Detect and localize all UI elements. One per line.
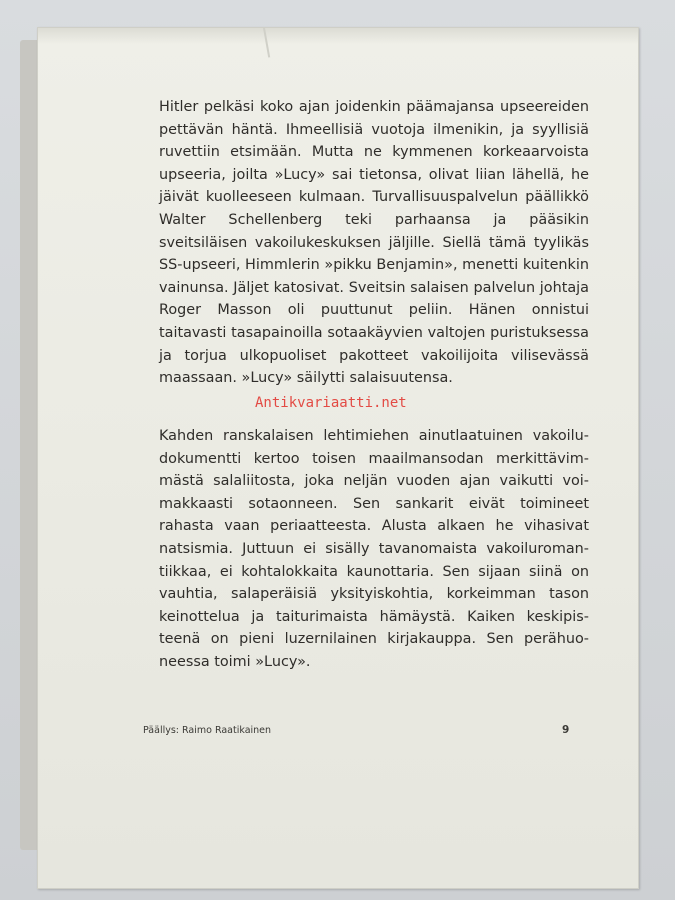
book-back-cover [37, 27, 639, 889]
cover-designer-credit: Päällys: Raimo Raatikainen [143, 725, 272, 736]
cover-edge-wear [38, 28, 638, 44]
page-number: 9 [562, 724, 570, 736]
watermark-text: Antikvariaatti.net [255, 395, 407, 411]
blurb-paragraph-1: Hitler pelkäsi koko ajan joidenkin päämajansa upseereiden pettävän häntä. Ihmeellisiä vuotoja ilmenikin, ja syyllisiä ruvettiin etsimään. Mutta ne kymmenen korkeaarvoista upseeria, joilta »Lucy» sai tietonsa, olivat liian lähellä, he jäivät kuolleeseen kulmaan. Turvallisuuspalvelun päällikkö Walter Schellenberg teki parhaansa ja pääsikin sveitsiläisen vakoilukeskuksen jäljille. Siellä tämä tyylikäs SS-upseeri, Himmlerin »pikku Benjamin», menetti kuitenkin vainunsa. Jäljet katosivat. Sveitsin salaisen palvelun johtaja Roger Masson oli puuttunut peliin. Hänen onnistui taitavasti tasapainoilla sotaakäyvien valtojen puristuksessa ja torjua ulkopuoliset pakotteet vakoilijoita vilisevässä maassaan. »Lucy» säilytti salaisuutensa. [159, 99, 589, 387]
blurb-paragraph-2: Kahden ranskalaisen lehtimiehen ainutlaatuinen vakoiludokumentti kertoo toisen maailmansodan merkittävimmästä salaliitosta, joka neljän vuoden ajan vaikutti voimakkaasti sotaonneen. Sen sankarit eivät toimineet rahasta vaan periaatteesta. Alusta alkaen he vihasivat natsismia. Juttuun ei sisälly tavanomaista vakoiluromantiikkaa, ei kohtalokkaita kaunottaria. Sen sijaan siinä on vauhtia, salaperäisiä yksityiskohtia, korkeimman tason keinottelua ja taiturimaista hämäystä. Kaiken keskipisteenä on pieni luzernilainen kirjakauppa. Sen perähuoneessa toimi »Lucy». [159, 428, 589, 670]
